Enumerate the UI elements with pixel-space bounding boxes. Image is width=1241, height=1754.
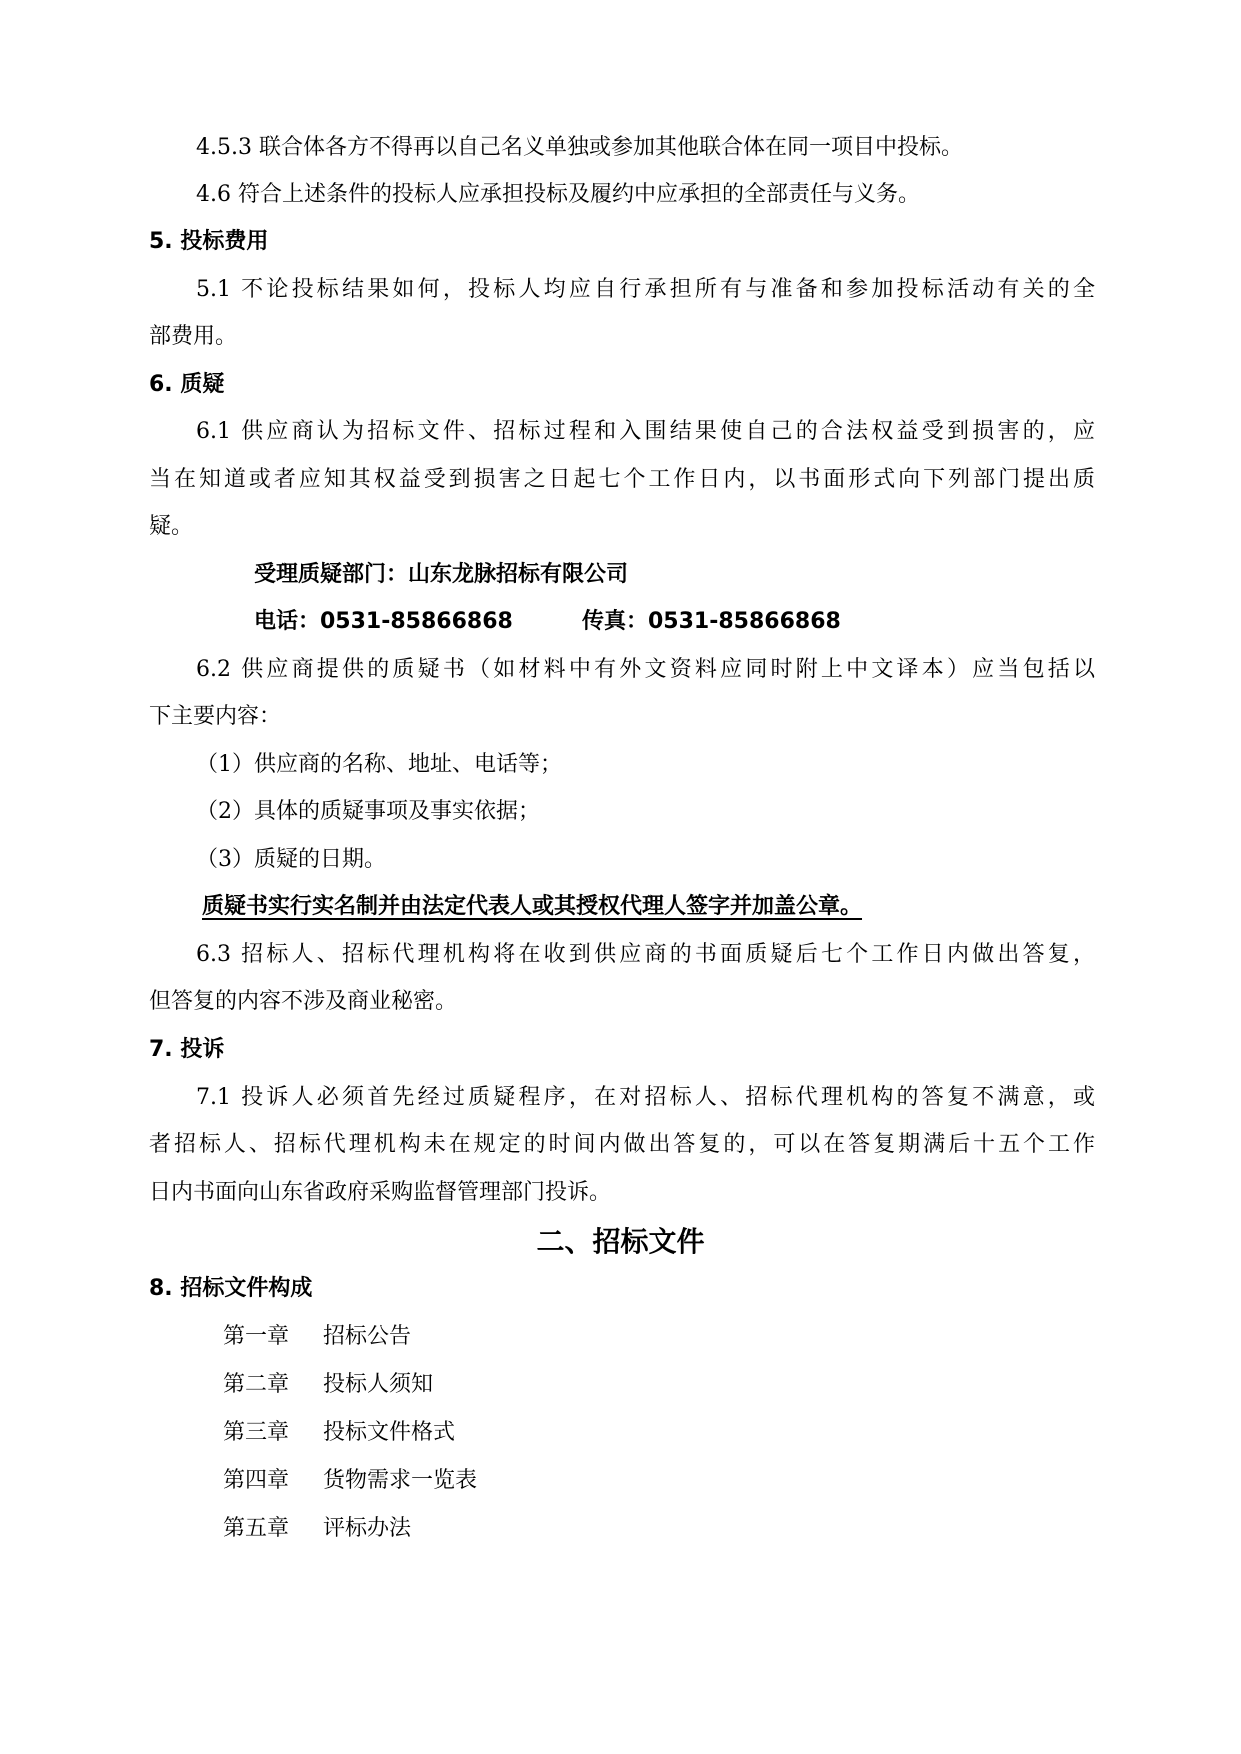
chapter-number: 第五章	[223, 1516, 290, 1541]
chapter-title: 投标文件格式	[323, 1420, 456, 1445]
chapter-title: 招标公告	[323, 1324, 412, 1349]
chapter-title: 货物需求一览表	[323, 1468, 478, 1493]
para-6-2-line2: 下主要内容：	[149, 704, 282, 729]
para-6-2-line1: 6.2 供应商提供的质疑书（如材料中有外文资料应同时附上中文译本）应当包括以	[196, 657, 1095, 682]
list-item-1: （1）供应商的名称、地址、电话等；	[196, 752, 562, 777]
chapter-number: 第二章	[223, 1372, 290, 1397]
para-5-1-line2: 部费用。	[149, 324, 238, 349]
para-6-1-line1: 6.1 供应商认为招标文件、招标过程和入围结果使自己的合法权益受到损害的，应	[196, 419, 1095, 444]
para-6-1-line2: 当在知道或者应知其权益受到损害之日起七个工作日内，以书面形式向下列部门提出质	[149, 467, 1095, 492]
para-5-1-line1: 5.1 不论投标结果如何，投标人均应自行承担所有与准备和参加投标活动有关的全	[196, 277, 1095, 302]
list-item-2: （2）具体的质疑事项及事实依据；	[196, 799, 540, 824]
chapter-title: 评标办法	[323, 1516, 412, 1541]
para-6-3-line1: 6.3 招标人、招标代理机构将在收到供应商的书面质疑后七个工作日内做出答复，	[196, 942, 1095, 967]
chapter-item	[223, 1466, 477, 1496]
contact-fax: 传真：0531-85866868	[582, 609, 841, 634]
para-4-6: 4.6 符合上述条件的投标人应承担投标及履约中应承担的全部责任与义务。	[196, 182, 920, 207]
complaint-dept: 受理质疑部门：山东龙脉招标有限公司	[254, 562, 629, 587]
para-6-3-line2: 但答复的内容不涉及商业秘密。	[149, 989, 458, 1014]
chapter-item	[223, 1322, 411, 1352]
para-7-1-line3: 日内书面向山东省政府采购监督管理部门投诉。	[149, 1180, 612, 1205]
heading-7: 7. 投诉	[149, 1037, 225, 1062]
heading-6: 6. 质疑	[149, 372, 225, 397]
chapter-number: 第四章	[223, 1468, 290, 1493]
chapter-item	[223, 1370, 433, 1400]
para-4-5-3: 4.5.3 联合体各方不得再以自己名义单独或参加其他联合体在同一项目中投标。	[196, 135, 963, 160]
para-6-1-line3: 疑。	[149, 514, 194, 539]
list-item-3: （3）质疑的日期。	[196, 847, 386, 872]
heading-5: 5. 投标费用	[149, 229, 269, 254]
section-title: 二、招标文件	[536, 1225, 705, 1258]
chapter-number: 第三章	[223, 1420, 290, 1445]
contact-phone: 电话：0531-85866868	[254, 609, 513, 634]
para-7-1-line2: 者招标人、招标代理机构未在规定的时间内做出答复的，可以在答复期满后十五个工作	[149, 1132, 1095, 1157]
para-7-1-line1: 7.1 投诉人必须首先经过质疑程序，在对招标人、招标代理机构的答复不满意，或	[196, 1085, 1095, 1110]
chapter-item	[223, 1514, 411, 1544]
heading-8: 8. 招标文件构成	[149, 1276, 313, 1301]
underlined-note: 质疑书实行实名制并由法定代表人或其授权代理人签字并加盖公章。	[202, 894, 863, 919]
chapter-number: 第一章	[223, 1324, 290, 1349]
chapter-item	[223, 1418, 455, 1448]
chapter-title: 投标人须知	[323, 1372, 434, 1397]
